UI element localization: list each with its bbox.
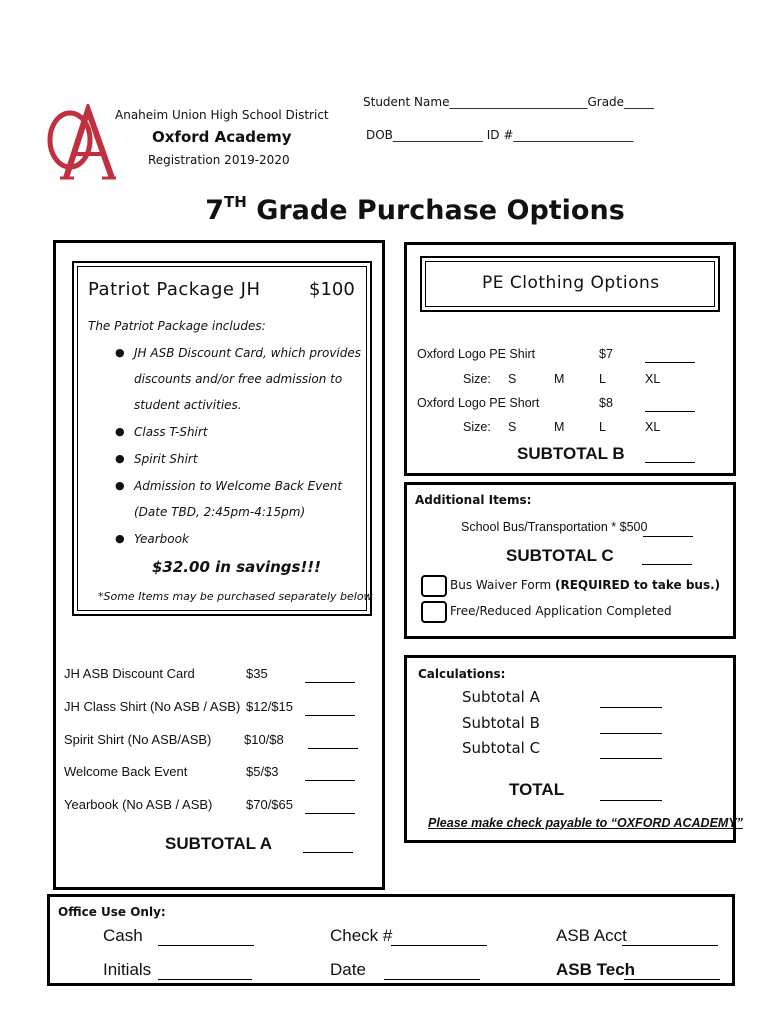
item-price: $12/$15 [246,699,293,714]
subtotal-c-blank[interactable] [642,550,692,569]
size-option[interactable]: L [599,372,606,386]
size-option[interactable]: S [508,372,517,386]
date-label: Date [330,960,366,979]
bullet-icon: ● [115,425,125,438]
bullet-icon: ● [115,479,125,492]
pe-short-price: $8 [599,396,613,410]
bullet-icon: ● [115,532,125,545]
patriot-item: JH ASB Discount Card, which provides [134,346,362,360]
asb-tech-blank[interactable] [624,965,720,984]
registration-year: Registration 2019-2020 [148,153,290,167]
check-payable-note: Please make check payable to “OXFORD ACADEMY” [428,816,743,830]
subtotal-a-label: SUBTOTAL A [165,834,273,853]
subtotal-b-blank[interactable] [645,448,695,467]
item-name: Spirit Shirt (No ASB/ASB) [64,732,212,747]
check-number-label: Check # [330,926,393,945]
bullet-icon: ● [115,452,125,465]
item-name: JH ASB Discount Card [64,666,195,681]
subtotal-c-label: SUBTOTAL C [506,546,614,565]
bus-transport-label: School Bus/Transportation * $500 [461,520,648,534]
pe-shirt-blank[interactable] [645,348,695,367]
total-label: TOTAL [509,780,565,799]
patriot-note: *Some Items may be purchased separately below [98,590,373,603]
pe-shirt-label: Oxford Logo PE Shirt [417,347,536,361]
date-blank[interactable] [384,965,480,984]
patriot-item: Class T-Shirt [134,425,208,439]
bullet-icon: ● [115,346,125,359]
asb-acct-label: ASB Acct [556,926,627,945]
patriot-package-title: Patriot Package JH [88,279,261,300]
patriot-package-price: $100 [309,279,355,300]
pe-shirt-price: $7 [599,347,613,361]
size-label: Size: [463,372,491,386]
item-name: Yearbook (No ASB / ASB) [64,797,213,812]
pe-short-label: Oxford Logo PE Short [417,396,540,410]
patriot-item-cont: student activities. [134,398,242,412]
patriot-intro: The Patriot Package includes: [88,319,266,333]
page-title: 7TH Grade Purchase Options [205,193,625,226]
size-option[interactable]: XL [645,372,661,386]
school-name: Oxford Academy [152,128,292,146]
initials-blank[interactable] [158,965,252,984]
patriot-item: Yearbook [134,532,189,546]
pe-title: PE Clothing Options [482,273,660,293]
item-qty-blank[interactable] [305,766,355,785]
cash-blank[interactable] [158,931,254,950]
item-qty-blank[interactable] [305,701,355,720]
savings-text: $32.00 in savings!!! [152,558,321,576]
size-option[interactable]: S [508,420,517,434]
item-price: $70/$65 [246,797,293,812]
item-price: $10/$8 [244,732,284,747]
size-label: Size: [463,420,491,434]
free-reduced-checkbox[interactable] [421,601,447,623]
bus-waiver-label: Bus Waiver Form (REQUIRED to take bus.) [450,578,721,592]
bus-transport-blank[interactable] [643,522,693,541]
item-name: JH Class Shirt (No ASB / ASB) [64,699,241,714]
calc-subtotal-c: Subtotal C [462,739,541,757]
item-price: $35 [246,666,268,681]
size-option[interactable]: M [554,420,565,434]
patriot-item-cont: discounts and/or free admission to [134,372,343,386]
pe-short-blank[interactable] [645,397,695,416]
calc-subtotal-a: Subtotal A [462,688,540,706]
calc-subtotal-b-blank[interactable] [600,719,662,738]
additional-items-title: Additional Items: [415,493,532,507]
check-number-blank[interactable] [391,931,487,950]
calculations-panel [404,655,736,843]
dob-id-field[interactable]: DOB_______________ ID #____________________ [366,128,634,142]
free-reduced-label: Free/Reduced Application Completed [450,604,672,618]
patriot-item: Admission to Welcome Back Event [134,479,343,493]
calc-subtotal-b: Subtotal B [462,714,540,732]
initials-label: Initials [103,960,152,979]
asb-acct-blank[interactable] [622,931,718,950]
asb-tech-label: ASB Tech [556,960,636,979]
office-use-title: Office Use Only: [58,905,166,919]
total-blank[interactable] [600,786,662,805]
size-option[interactable]: M [554,372,565,386]
item-qty-blank[interactable] [305,668,355,687]
calculations-title: Calculations: [418,667,506,681]
size-option[interactable]: XL [645,420,661,434]
oxford-academy-logo [44,104,116,182]
cash-label: Cash [103,926,143,945]
item-name: Welcome Back Event [64,764,188,779]
item-price: $5/$3 [246,764,279,779]
patriot-item: Spirit Shirt [134,452,198,466]
student-name-grade-field[interactable]: Student Name_______________________Grade_____ [363,95,655,109]
bus-waiver-checkbox[interactable] [421,575,447,597]
item-qty-blank[interactable] [305,799,355,818]
subtotal-b-label: SUBTOTAL B [517,444,625,463]
item-qty-blank[interactable] [308,734,358,753]
size-option[interactable]: L [599,420,606,434]
subtotal-a-blank[interactable] [303,838,353,857]
calc-subtotal-a-blank[interactable] [600,693,662,712]
calc-subtotal-c-blank[interactable] [600,744,662,763]
patriot-item-cont: (Date TBD, 2:45pm-4:15pm) [134,505,306,519]
district-name: Anaheim Union High School District [115,108,329,122]
